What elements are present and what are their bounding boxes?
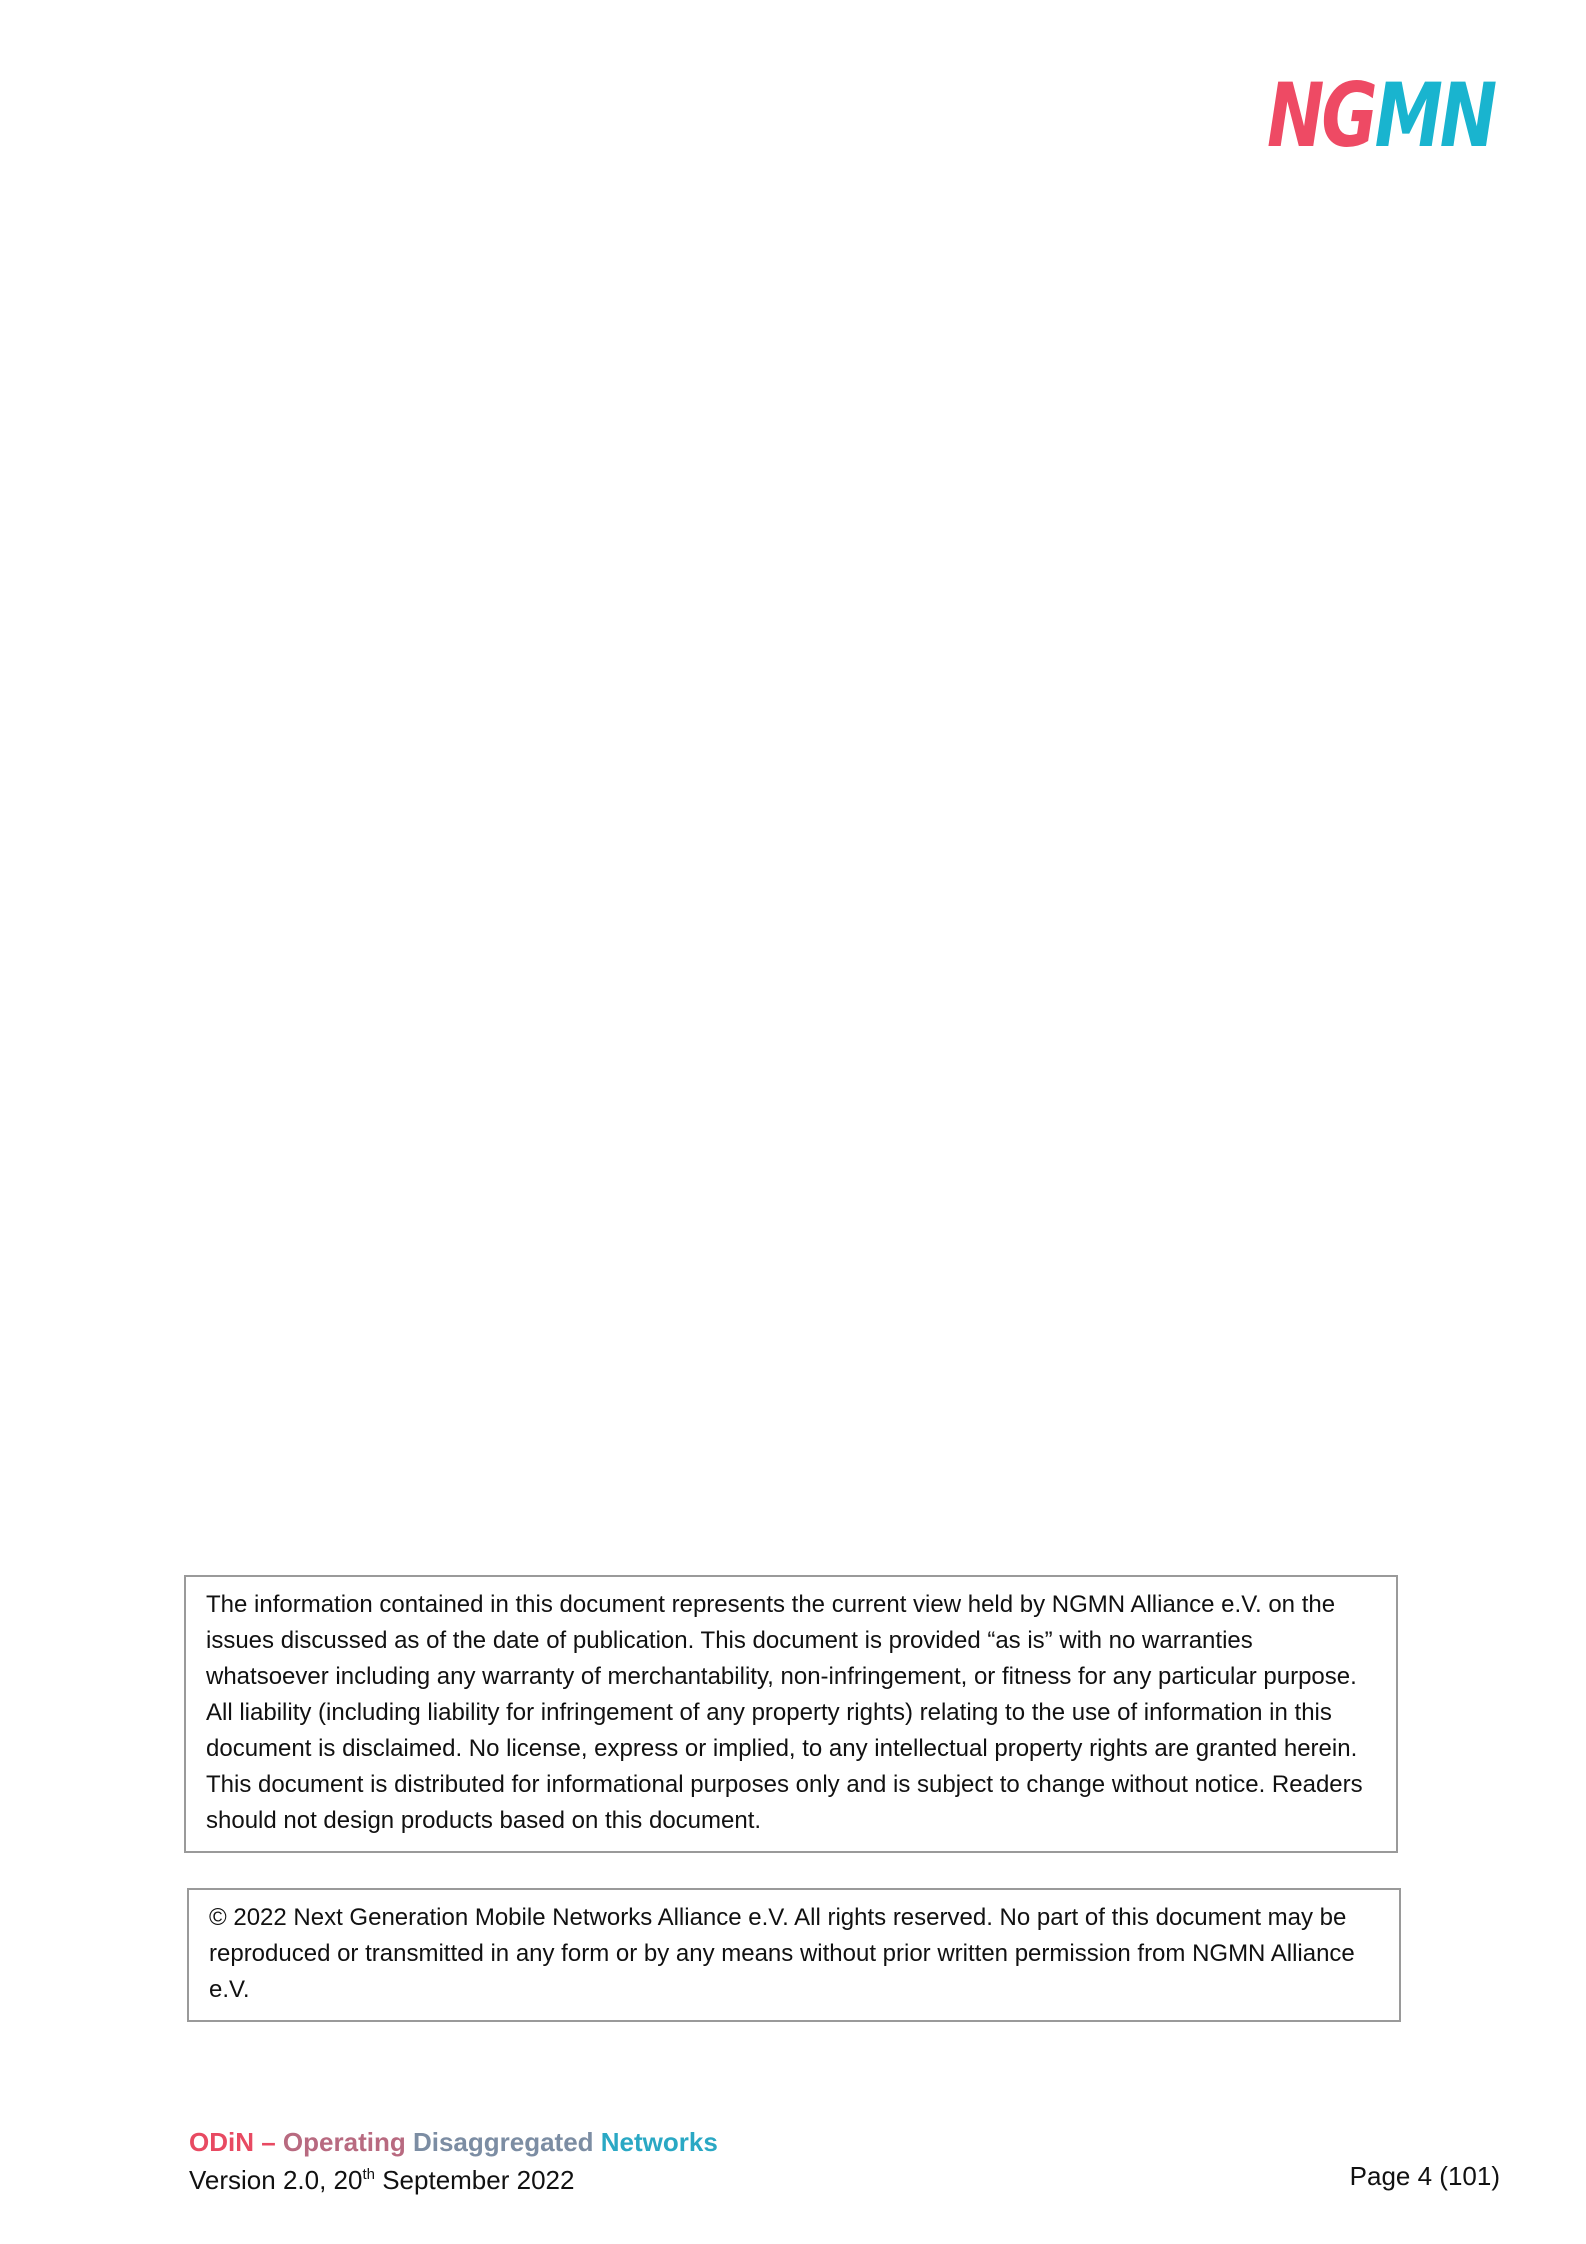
footer-version-ordinal: th [362, 2166, 375, 2183]
footer-title-networks: Networks [600, 2127, 718, 2157]
copyright-text: © 2022 Next Generation Mobile Networks Alliance e.V. All rights reserved. No part of this document may be reproduced or transmitted in any form or by any means without prior written permission from NGMN Alliance e.V. [209, 1904, 1355, 2003]
footer-title-disaggregated: Disaggregated [412, 2127, 601, 2157]
footer-version-suffix: September 2022 [374, 2165, 575, 2195]
ngmn-logo [1266, 64, 1494, 167]
disclaimer-text: The information contained in this document represents the current view held by NGMN Alliance e.V. on the issues discussed as of the date of publication. This document is provided “as is” with no warranties whatsoever including any warranty of merchantability, non-infringement, or fitness for any particular purpose. All liability (including liability for infringement of any property rights) relating to the use of information in this document is disclaimed. No license, express or implied, to any intellectual property rights are granted herein. This document is distributed for informational purposes only and is subject to change without notice. Readers should not design products based on this document. [206, 1591, 1363, 1834]
logo-part-ng: NG [1266, 64, 1375, 167]
footer-title-odin: ODiN – [189, 2127, 283, 2157]
footer-title-operating: Operating [282, 2127, 413, 2157]
disclaimer-box [184, 1575, 1398, 1853]
footer-version-prefix: Version 2.0, 20 [189, 2165, 363, 2195]
copyright-box [187, 1888, 1401, 2022]
logo-part-mn: MN [1374, 64, 1494, 167]
footer-document-title [189, 2124, 718, 2160]
footer-version [189, 2162, 574, 2198]
footer-page-number: Page 4 (101) [1349, 2161, 1500, 2191]
